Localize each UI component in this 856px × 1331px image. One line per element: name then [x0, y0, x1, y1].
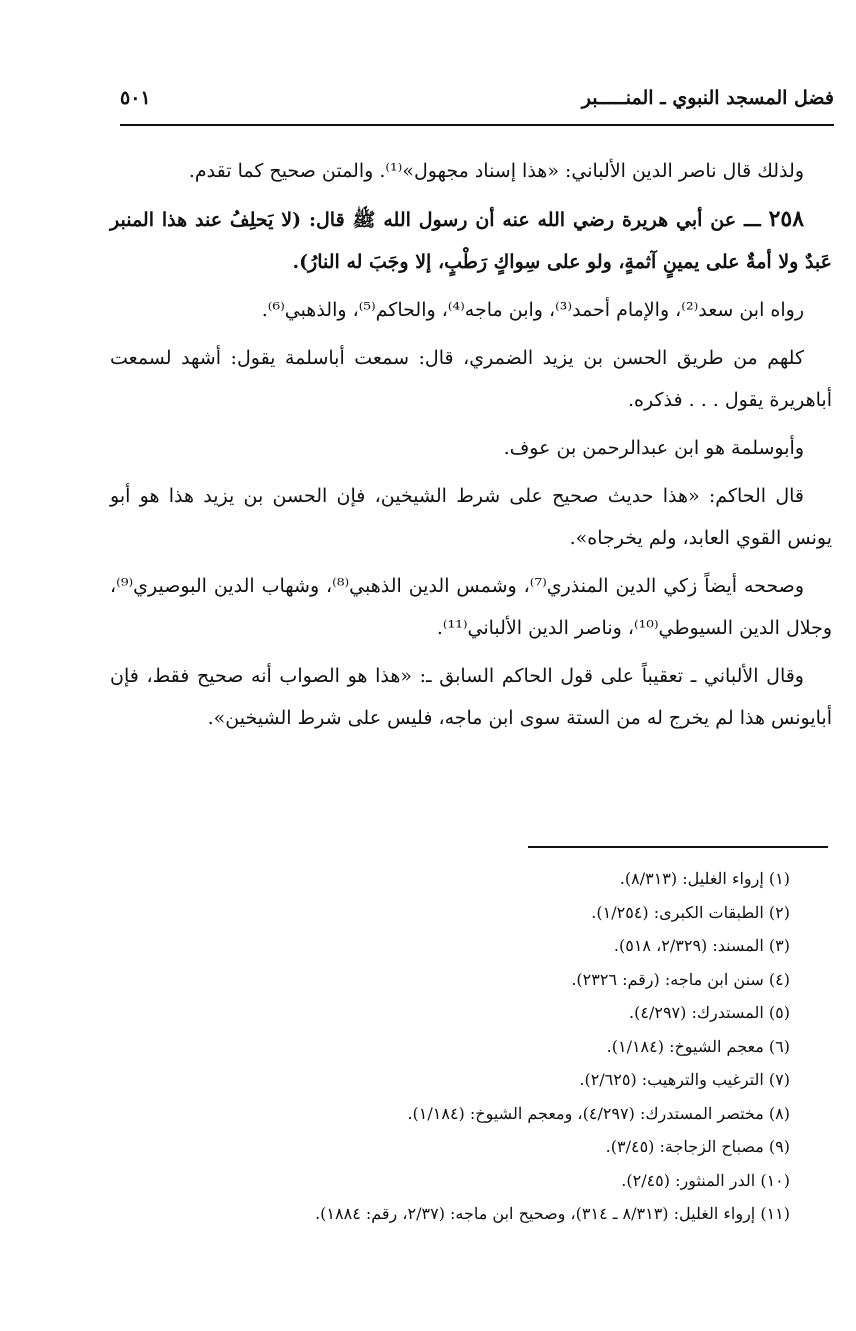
- footnote-item: (١٠) الدر المنثور: (٢/٤٥).: [621, 1170, 790, 1190]
- footnote-item: (٦) معجم الشيوخ: (١/١٨٤).: [606, 1036, 790, 1056]
- paragraph: كلهم من طريق الحسن بن يزيد الضمري، قال: سمعت أباسلمة يقول: أشهد لسمعت أباهريرة يقول . . . فذكره.: [110, 347, 832, 411]
- paragraph: قال الحاكم: «هذا حديث صحيح على شرط الشيخين، فإن الحسن بن يزيد هذا هو أبو يونس القوي العابد، ولم يخرجاه».: [110, 485, 832, 549]
- paragraph: ولذلك قال ناصر الدين الألباني: «هذا إسناد مجهول»⁽¹⁾. والمتن صحيح كما تقدم.: [188, 160, 804, 182]
- paragraph: وقال الألباني ـ تعقيباً على قول الحاكم السابق ـ: «هذا هو الصواب أنه صحيح فقط، فإن أبايونس هذا لم يخرج له من الستة سوى ابن ماجه، فليس على شرط الشيخين».: [110, 665, 832, 729]
- paragraph: وصححه أيضاً زكي الدين المنذري⁽⁷⁾، وشمس الدين الذهبي⁽⁸⁾، وشهاب الدين البوصيري⁽⁹⁾، وجلال الدين السيوطي⁽¹⁰⁾، وناصر الدين الألباني⁽¹¹⁾.: [110, 575, 832, 639]
- main-text: [110, 150, 832, 745]
- hadith-text: ـــ عن أبي هريرة رضي الله عنه أن رسول الله ﷺ قال: (لا يَحلِفُ عند هذا المنبر عَبدٌ ولا أمةٌ على يمينٍ آثمةٍ، ولو على سِواكٍ رَطْبٍ، إلا وجَبَ له النارُ).: [110, 209, 832, 273]
- footnote-item: (٨) مختصر المستدرك: (٤/٢٩٧)، ومعجم الشيوخ: (١/١٨٤).: [407, 1103, 790, 1123]
- footnote-separator: [528, 846, 828, 848]
- page-header: [120, 78, 834, 118]
- hadith-number: ٢٥٨: [768, 206, 805, 232]
- footnote-item: (٤) سنن ابن ماجه: (رقم: ٢٣٢٦).: [571, 969, 790, 989]
- header-rule: [120, 124, 834, 126]
- footnote-item: (٧) الترغيب والترهيب: (٢/٦٢٥).: [579, 1070, 790, 1089]
- footnote-item: (١) إرواء الغليل: (٨/٣١٣).: [619, 869, 790, 888]
- footnote-item: (٢) الطبقات الكبرى: (١/٢٥٤).: [591, 902, 790, 922]
- footnote-item: (٣) المسند: (٢/٣٢٩، ٥١٨).: [613, 936, 790, 955]
- paragraph: وأبوسلمة هو ابن عبدالرحمن بن عوف.: [503, 437, 804, 459]
- running-title: فضل المسجد النبوي ـ المنـــــبر: [581, 87, 834, 109]
- footnote-item: (٥) المستدرك: (٤/٢٩٧).: [629, 1003, 790, 1022]
- paragraph: رواه ابن سعد⁽²⁾، والإمام أحمد⁽³⁾، وابن ماجه⁽⁴⁾، والحاكم⁽⁵⁾، والذهبي⁽⁶⁾.: [261, 299, 804, 321]
- footnote-item: (١١) إرواء الغليل: (٨/٣١٣ ـ ٣١٤)، وصحيح ابن ماجه: (٢/٣٧، رقم: ١٨٨٤).: [315, 1204, 790, 1223]
- page-number: ٥٠١: [120, 87, 151, 109]
- hadith-paragraph: [110, 198, 832, 283]
- footnotes: [110, 862, 830, 1231]
- footnote-item: (٩) مصباح الزجاجة: (٣/٤٥).: [605, 1137, 790, 1156]
